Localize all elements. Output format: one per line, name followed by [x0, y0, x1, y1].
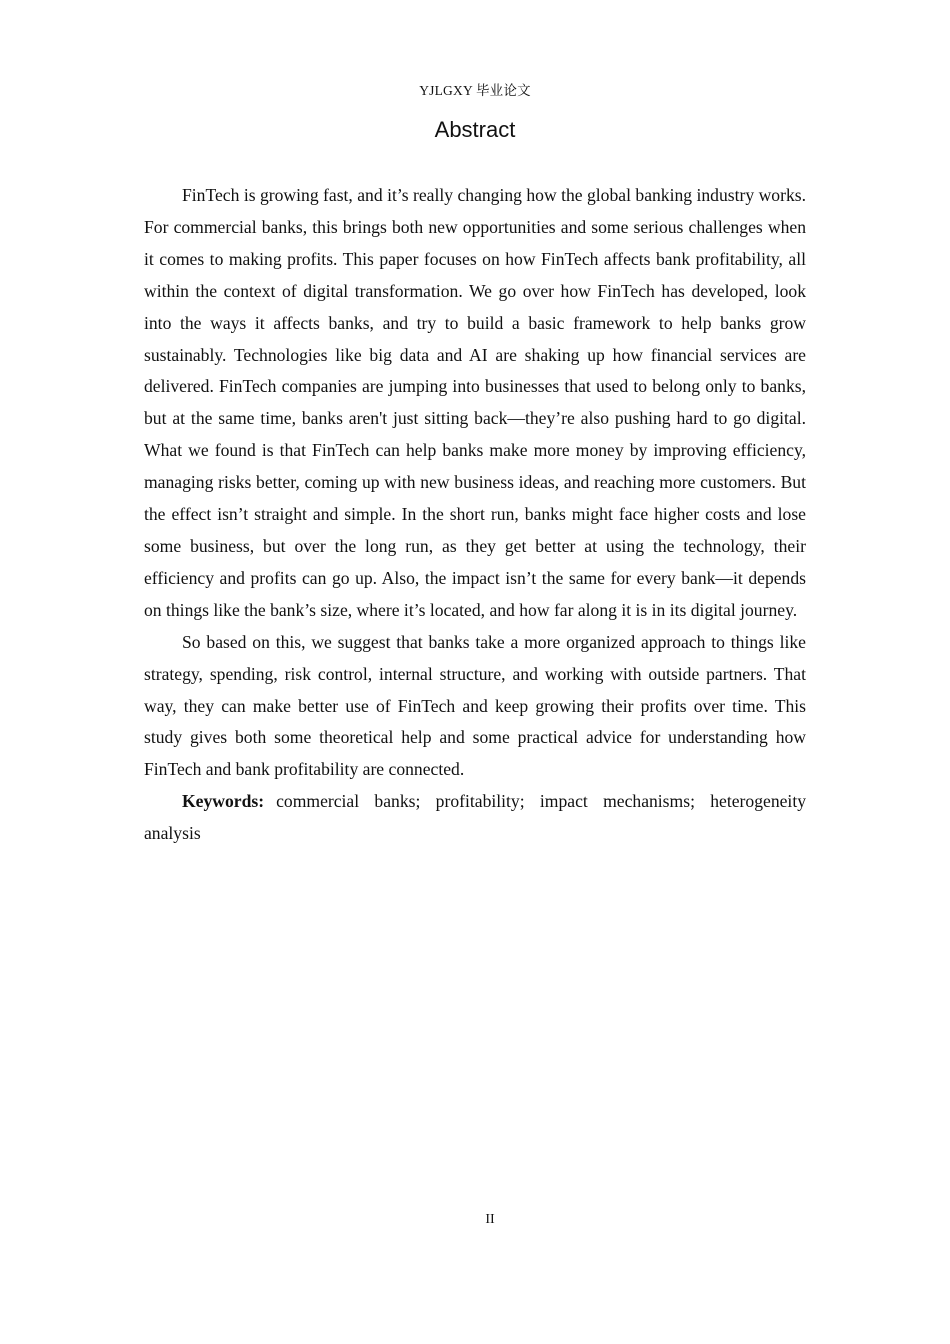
abstract-title: Abstract: [434, 117, 516, 142]
running-header: YJLGXY 毕业论文: [419, 83, 531, 98]
abstract-body: [144, 180, 806, 850]
page-number: II: [485, 1212, 495, 1227]
keywords-label: Keywords:: [182, 791, 265, 812]
abstract-paragraph-2: So based on this, we suggest that banks take a more organized approach to things like strategy, spending, risk control, internal structure, and working with outside partners. That way, they can make better use of FinTech and keep growing their profits over time. This study gives both some theoretical help and some practical advice for understanding how FinTech and bank profitability are connected.: [144, 631, 806, 780]
keywords-value: commercial banks; profitability; impact mechanisms; heterogeneity analysis: [144, 791, 806, 844]
abstract-paragraph-1: FinTech is growing fast, and it’s really changing how the global banking industry works. For commercial banks, this brings both new opportunities and some serious challenges when it comes to making profits. This paper focuses on how FinTech affects bank profitability, all within the context of digital transformation. We go over how FinTech has developed, look into the ways it affects banks, and try to build a basic framework to help banks grow sustainably. Technologies like big data and AI are shaking up how financial services are delivered. FinTech companies are jumping into businesses that used to belong only to banks, but at the same time, banks aren't just sitting back—they’re also pushing hard to go digital. What we found is that FinTech can help banks make more money by improving efficiency, managing risks better, coming up with new business ideas, and reaching more customers. But the effect isn’t straight and simple. In the short run, banks might face higher costs and lose some business, but over the long run, as they get better at using the technology, their efficiency and profits can go up. Also, the impact isn’t the same for every bank—it depends on things like the bank’s size, where it’s located, and how far along it is in its digital journey.: [144, 185, 806, 620]
keywords-line: [144, 786, 806, 850]
